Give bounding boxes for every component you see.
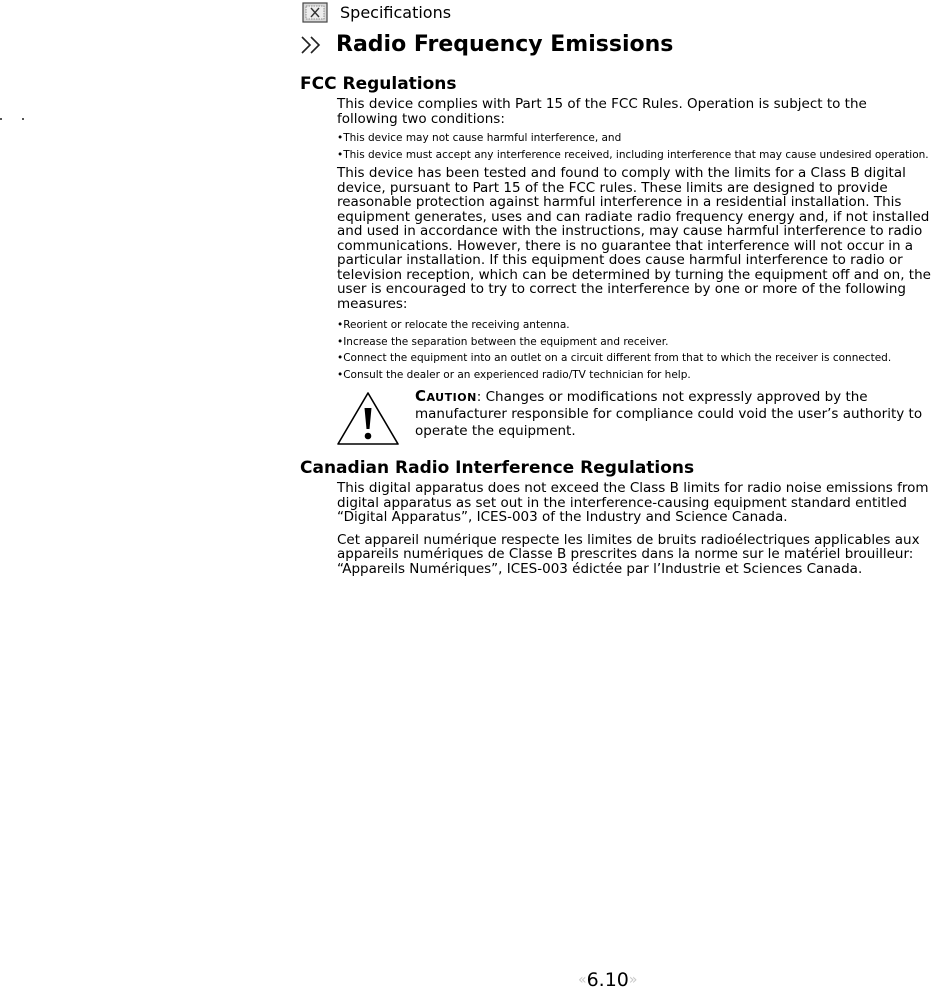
fcc-compliance-text: This device has been tested and found to comply with the limits for a Class B digital device, pursuant to Part 15 of the FCC rules. These limits are designed to provide reasonable protection against harmful interference in a residential installation. This equipment generates, uses and can radiate radio frequency energy and, if not installed and used in accordance with the instructions, may cause harmful interference to radio communications. However, there is no guarantee that interference will not occur in a particular installation. If this equipment does cause harmful interference to radio or television reception, which can be determined by turning the equipment off and on, the user is encouraged to try to correct the interference by one or more of the following measures: bbox=[337, 165, 931, 312]
caution-note bbox=[335, 386, 931, 448]
canada-heading: Canadian Radio Interference Regulations bbox=[300, 458, 695, 478]
page-right-ornament: » bbox=[628, 972, 638, 988]
fcc-body bbox=[337, 97, 931, 448]
list-item: • This device must accept any interference received, including interference that may cause undesired operation. bbox=[337, 149, 931, 162]
canada-french-text: Cet appareil numérique respecte les limites de bruits radioélectriques applicables aux appareils numériques de Classe B prescrites dans la norme sur le matériel brouilleur: “Appareils Numériques”, ICES-003 édictée par l’Industrie et Sciences Canada. bbox=[337, 531, 920, 577]
page-left-ornament: « bbox=[578, 972, 587, 988]
fcc-conditions-list bbox=[337, 132, 931, 161]
list-item: • Increase the separation between the equipment and receiver. bbox=[337, 336, 931, 349]
page-number-text: 6.10 bbox=[586, 969, 629, 991]
main-content bbox=[300, 74, 931, 576]
fcc-measures-list bbox=[337, 319, 931, 381]
list-item: • Connect the equipment into an outlet on a circuit different from that to which the receiver is connected. bbox=[337, 352, 931, 365]
page-number bbox=[578, 969, 637, 991]
page-header bbox=[302, 2, 451, 23]
warning-triangle-icon bbox=[335, 390, 401, 448]
canada-english-text: This digital apparatus does not exceed the Class B limits for radio noise emissions from digital apparatus as set out in the interference-causing equipment standard entitled “Digital Apparatus”, ICES-003 of the Industry and Science Canada. bbox=[337, 480, 929, 525]
caution-message: : Changes or modifications not expressly approved by the manufacturer responsible for compliance could void the user’s authority to operate the equipment. bbox=[415, 389, 923, 439]
list-item: • This device may not cause harmful interference, and bbox=[337, 132, 931, 145]
scan-mark bbox=[22, 118, 24, 120]
section-heading bbox=[300, 32, 673, 57]
fcc-heading: FCC Regulations bbox=[300, 74, 457, 94]
specifications-chip-icon bbox=[302, 2, 328, 23]
list-item: • Reorient or relocate the receiving antenna. bbox=[337, 319, 931, 332]
section-title: Radio Frequency Emissions bbox=[336, 32, 674, 57]
list-item: • Consult the dealer or an experienced radio/TV technician for help. bbox=[337, 369, 931, 382]
caution-text-block bbox=[415, 388, 931, 440]
caution-label: Caution bbox=[415, 387, 477, 405]
fcc-intro: This device complies with Part 15 of the FCC Rules. Operation is subject to the following two conditions: bbox=[337, 96, 867, 127]
canada-body bbox=[337, 481, 931, 576]
double-chevron-right-icon bbox=[300, 34, 324, 56]
scan-mark bbox=[0, 118, 2, 120]
header-title: Specifications bbox=[340, 3, 452, 22]
